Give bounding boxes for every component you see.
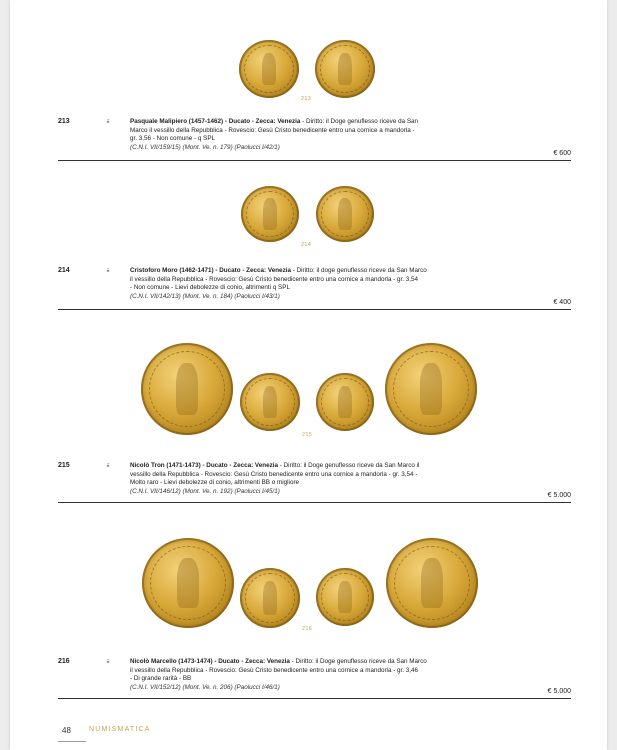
coin-214-reverse: [316, 186, 374, 242]
lot-symbol-icon: ಽ: [106, 119, 110, 125]
lot-price: € 400: [553, 299, 571, 306]
lot-reference: (C.N.I. VII/142/13) (Mont. Ve. n. 184) (Paolucci I/43/1): [130, 292, 280, 300]
lot-divider: [58, 309, 571, 310]
coin-216-reverse-enlarged: [386, 538, 478, 628]
coin-216-reverse: [316, 568, 374, 626]
lot-reference: (C.N.I. VII/152/12) (Mont. Ve. n. 206) (Paolucci I/46/1): [130, 683, 280, 691]
coin-213-obverse: [239, 40, 299, 98]
coin-215-obverse: [240, 373, 300, 431]
lot-symbol-icon: ಽ: [106, 463, 110, 469]
lot-number: 215: [58, 462, 70, 469]
lot-title: Nicolò Marcello (1473-1474) - Ducato - Zecca: Venezia: [130, 658, 290, 665]
lot-price: € 600: [553, 150, 571, 157]
lot-symbol-icon: ಽ: [106, 268, 110, 274]
lot-description: Cristoforo Moro (1462-1471) - Ducato - Zecca: Venezia - Diritto: il doge genuflesso riceve da San Marco il vessillo della Repubblica - Rovescio: Gesù Cristo benedicente entro una cornice a mandorla - gr. 3,54 - Non comune - Lievi debolezze di conio, altrimenti q SPL (C.N.I. VII/142/13) (Mont. Ve. n. 184) (Paolucci I/43/1): [130, 267, 427, 300]
coin-215-obverse-enlarged: [141, 343, 233, 435]
lot-divider: [58, 698, 571, 699]
image-label-216: 216: [302, 626, 313, 632]
image-label-213: 213: [301, 96, 312, 102]
lot-number: 216: [58, 658, 70, 665]
lot-description: Pasquale Malipiero (1457-1462) - Ducato - Zecca: Venezia - Diritto: il Doge genuflesso riceve da San Marco il vessillo della Repubblica - Rovescio: Gesù Cristo benedicente entro una cornice a mandorla - gr. 3,56 - Non comune - q SPL (C.N.I. VII/159/15) (Mont. Ve. n. 179) (Paolucci I/42/1): [130, 118, 419, 151]
coin-215-reverse-enlarged: [385, 343, 477, 435]
page-number: 48: [62, 726, 71, 735]
footer-divider: [58, 741, 86, 742]
lot-title: Pasquale Malipiero (1457-1462) - Ducato - Zecca: Venezia: [130, 118, 301, 125]
lot-price: € 5.000: [547, 688, 571, 695]
lot-divider: [58, 502, 571, 503]
lot-reference: (C.N.I. VII/146/12) (Mont. Ve. n. 192) (Paolucci I/45/1): [130, 487, 280, 495]
lot-description: Nicolò Marcello (1473-1474) - Ducato - Zecca: Venezia - Diritto: il Doge genuflesso riceve da San Marco il vessillo della Repubblica - Rovescio: Gesù Cristo benedicente entro una cornice a mandorla - gr. 3,46 - Di grande rarità - BB (C.N.I. VII/152/12) (Mont. Ve. n. 206) (Paolucci I/46/1): [130, 658, 427, 691]
coin-214-obverse: [241, 186, 299, 242]
lot-title: Cristoforo Moro (1462-1471) - Ducato - Zecca: Venezia: [130, 267, 291, 274]
lot-number: 213: [58, 118, 70, 125]
lot-price: € 5.000: [547, 492, 571, 499]
coin-215-reverse: [316, 373, 374, 431]
coin-216-obverse-enlarged: [142, 538, 234, 628]
lot-symbol-icon: ಽ: [106, 659, 110, 665]
lot-title: Nicolò Tron (1471-1473) - Ducato - Zecca: Venezia: [130, 462, 279, 469]
catalog-page: [10, 0, 607, 750]
lot-reference: (C.N.I. VII/159/15) (Mont. Ve. n. 179) (Paolucci I/42/1): [130, 143, 280, 151]
coin-213-reverse: [315, 40, 375, 98]
lot-divider: [58, 160, 571, 161]
image-label-214: 214: [301, 242, 312, 248]
coin-216-obverse: [240, 568, 300, 628]
section-title: NUMISMATICA: [89, 726, 151, 733]
image-label-215: 215: [302, 432, 313, 438]
lot-description: Nicolò Tron (1471-1473) - Ducato - Zecca: Venezia - Diritto: il Doge genuflesso riceve da San Marco il vessillo della Repubblica - Rovescio: Gesù Cristo benedicente entro una cornice a mandorla - gr. 3,54 - Molto raro - Lievi debolezze di conio, altrimenti BB o migliore (C.N.I. VII/146/12) (Mont. Ve. n. 192) (Paolucci I/45/1): [130, 462, 420, 495]
lot-number: 214: [58, 267, 70, 274]
